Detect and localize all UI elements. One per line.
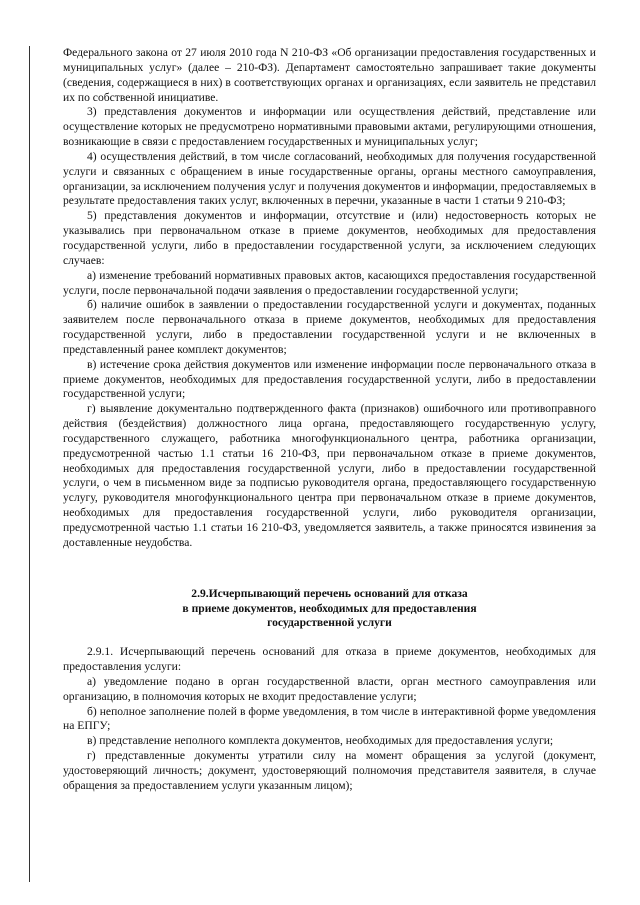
- section-heading: [63, 587, 596, 632]
- bottom-section: [63, 645, 596, 793]
- paragraph-item-5: 5) представления документов и информации, отсутствие и (или) недостоверность которых не указывались при первоначальном отказе в приеме документов, необходимых для предоставления государственной услуги, либо в предоставлении государственной услуги, за исключением следующих случаев:: [63, 209, 596, 267]
- paragraph-2-9-1: 2.9.1. Исчерпывающий перечень оснований для отказа в приеме документов, необходимых для предоставления услуги:: [63, 645, 596, 674]
- section-heading-line-1: 2.9.Исчерпывающий перечень оснований для отказа: [191, 586, 468, 600]
- top-section: [63, 46, 596, 551]
- paragraph-item-3: 3) представления документов и информации или осуществления действий, представление или осуществление которых не предусмотрено нормативными правовыми актами, регулирующими отношения, возникающие в связи с предоставлением государственных и муниципальных услуг;: [63, 105, 596, 149]
- paragraph-subitem-a: а) изменение требований нормативных правовых актов, касающихся предоставления государственной услуги, после первоначальной подачи заявления о предоставлении государственной услуги;: [63, 268, 596, 297]
- paragraph-continuation: Федерального закона от 27 июля 2010 года N 210-ФЗ «Об организации предоставления государственных и муниципальных услуг» (далее – 210-ФЗ). Департамент самостоятельно запрашивает такие документы (сведения, содержащиеся в них) в соответствующих органах и организациях, если заявитель не представил их по собственной инициативе.: [63, 46, 596, 104]
- document-page: [63, 46, 596, 794]
- margin-rule: [29, 46, 30, 882]
- paragraph-subitem-b: б) наличие ошибок в заявлении о предоставлении государственной услуги и документах, поданных заявителем после первоначального отказа в приеме документов, необходимых для предоставления государственной услуги, либо в предоставлении государственной услуги и не включенных в представленный ранее комплект документов;: [63, 298, 596, 356]
- paragraph-subitem-v: в) истечение срока действия документов или изменение информации после первоначального отказа в приеме документов, необходимых для предоставления государственной услуги, либо в предоставлении государственной услуги;: [63, 357, 596, 401]
- heading-spacer: [63, 631, 596, 645]
- paragraph-item-4: 4) осуществления действий, в том числе согласований, необходимых для получения государственной услуги и связанных с обращением в иные государственные органы, органы местного самоуправления, организации, за исключением получения услуг и получения документов и информации, предоставляемых в результате предоставления таких услуг, включенных в перечни, указанные в части 1 статьи 9 210-ФЗ;: [63, 149, 596, 208]
- section-heading-line-2: в приеме документов, необходимых для предоставления: [182, 601, 477, 615]
- paragraph-reason-b: б) неполное заполнение полей в форме уведомления, в том числе в интерактивной форме уведомления на ЕПГУ;: [63, 704, 596, 733]
- section-spacer: [63, 551, 596, 587]
- paragraph-reason-v: в) представление неполного комплекта документов, необходимых для предоставления услуги;: [87, 734, 554, 748]
- paragraph-subitem-g: г) выявление документально подтвержденного факта (признаков) ошибочного или противоправного действия (бездействия) должностного лица органа, предоставляющего государственную услугу, государственного служащего, работника многофункционального центра, работника организации, предусмотренной частью 1.1 статьи 16 210-ФЗ, при первоначальном отказе в приеме документов, необходимых для предоставления государственной услуги, либо в предоставлении государственной услуги, о чем в письменном виде за подписью руководителя органа, предоставляющего государственную услугу, руководителя многофункционального центра при первоначальном отказе в приеме документов, необходимых для предоставления государственной услуги, либо руководителя организации, предусмотренной частью 1.1 статьи 16 210-ФЗ, уведомляется заявитель, а также приносятся извинения за доставленные неудобства.: [63, 402, 596, 549]
- paragraph-reason-a: а) уведомление подано в орган государственной власти, орган местного самоуправления или организацию, в полномочия которых не входит предоставление услуги;: [63, 674, 596, 703]
- section-heading-line-3: государственной услуги: [267, 616, 392, 630]
- paragraph-reason-g: г) представленные документы утратили силу на момент обращения за услугой (документ, удостоверяющий личность; документ, удостоверяющий полномочия представителя заявителя, в случае обращения за предоставлением услуги указанным лицом);: [63, 749, 596, 792]
